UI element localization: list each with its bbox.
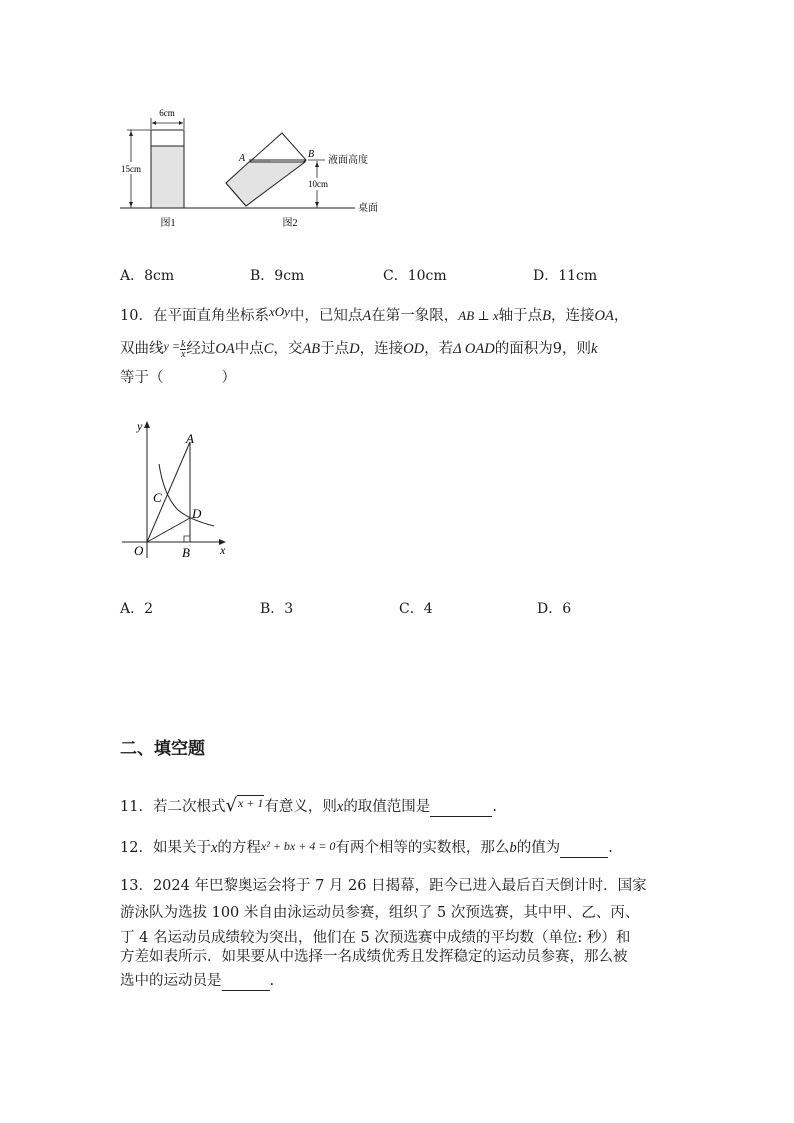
- q13-line-1: [120, 876, 647, 896]
- q13-line-5: [120, 971, 274, 991]
- q10-text: 于点: [320, 341, 350, 357]
- fraction-numerator: k: [180, 338, 186, 350]
- q10-text: ，若: [424, 341, 454, 357]
- hyperbola-curve: [159, 464, 214, 526]
- table-label: 桌面: [358, 203, 378, 214]
- q11-text: .: [492, 799, 497, 815]
- section-heading: 二、填空题: [120, 739, 205, 759]
- x-symbol: x: [336, 799, 344, 815]
- question-number: 11．: [120, 799, 153, 815]
- point-a-symbol: A: [362, 308, 372, 324]
- q10-text: 在第一象限，: [371, 308, 459, 324]
- option-value: 6: [562, 601, 572, 617]
- option-value: 11cm: [558, 268, 598, 284]
- option-letter: A．: [120, 268, 145, 284]
- q10-text: 双曲线: [120, 341, 164, 357]
- answer-blank[interactable]: [560, 841, 608, 858]
- option-letter: D．: [533, 268, 559, 284]
- question-number: 10．: [120, 308, 153, 324]
- point-b-symbol: B: [542, 308, 551, 324]
- q10-text: 在平面直角坐标系: [152, 308, 269, 324]
- od-symbol: OD: [403, 341, 425, 357]
- q13-line-2: 游泳队为选拔 100 米自由泳运动员参赛，组织了 5 次预选赛，其中甲、乙、丙、: [120, 905, 640, 921]
- answer-blank[interactable]: [222, 974, 270, 991]
- q10-option-b[interactable]: [260, 598, 293, 618]
- answer-blank[interactable]: [430, 800, 492, 817]
- q10-figure: [118, 418, 238, 560]
- q12-text: 有两个相等的实数根，那么: [335, 840, 510, 856]
- option-letter: B．: [260, 601, 285, 617]
- area-value: 9: [552, 341, 562, 357]
- q10-text: 中点: [234, 341, 264, 357]
- q12-text: 如果关于: [152, 840, 211, 856]
- q10-option-a[interactable]: [120, 598, 153, 618]
- q10-option-d[interactable]: [537, 598, 571, 618]
- oa-symbol: OA: [215, 341, 235, 357]
- question-number: 12．: [120, 840, 153, 856]
- figure1-width-label: 6cm: [159, 108, 175, 118]
- point-a-label: A: [186, 431, 194, 446]
- q10-text: ，交: [273, 341, 303, 357]
- option-value: 9cm: [274, 268, 305, 284]
- ab-symbol: AB: [302, 341, 321, 357]
- q12-text: 的方程: [217, 840, 261, 856]
- option-value: 3: [284, 601, 294, 617]
- q10-text: 的面积为: [494, 341, 553, 357]
- container-liquid: [151, 146, 184, 208]
- liquid-level-label: 液面高度: [328, 155, 368, 166]
- ab-perp-symbol: AB ⊥ x: [458, 308, 499, 323]
- segment-od: [147, 518, 190, 542]
- q13-text: .: [269, 973, 275, 989]
- xoy-symbol: xOy: [268, 304, 290, 319]
- q9-option-b[interactable]: [250, 265, 304, 285]
- q13-text: 2024 年巴黎奥运会将于 7 月 26 日揭幕，距今已进入最后百天倒计时．国家: [152, 878, 647, 894]
- x-axis-label: x: [220, 543, 226, 557]
- q10-line-3: 等于（ ）: [120, 370, 236, 386]
- point-d-label: D: [192, 506, 202, 521]
- q13-text: 选中的运动员是: [120, 973, 222, 989]
- origin-label: O: [134, 543, 144, 558]
- option-letter: D．: [537, 601, 563, 617]
- fraction-denominator: x: [180, 348, 186, 360]
- point-c-symbol: C: [263, 341, 274, 357]
- point-a-label: A: [238, 153, 246, 164]
- y-axis-label: y: [137, 419, 143, 433]
- q10-text: 轴于点: [498, 308, 543, 324]
- q12-text: 的值为: [516, 840, 561, 856]
- q10-text: 经过: [186, 341, 216, 357]
- radicand: x + 1: [237, 796, 264, 810]
- q9-option-c[interactable]: [383, 265, 447, 285]
- figure2-caption: 图2: [282, 218, 298, 229]
- q12-line: [120, 836, 613, 858]
- option-value: 2: [144, 601, 154, 617]
- q10-text: ，连接: [551, 308, 595, 324]
- point-d-symbol: D: [349, 341, 360, 357]
- option-letter: C．: [383, 268, 408, 284]
- q10-text: ，连接: [359, 341, 404, 357]
- q12-text: .: [608, 840, 613, 856]
- point-c-label: C: [153, 490, 162, 505]
- point-b-label: B: [182, 545, 190, 560]
- q10-line-2: [120, 336, 597, 359]
- q9-option-a[interactable]: [120, 265, 174, 285]
- x-symbol: x: [210, 840, 218, 856]
- figure1-caption: 图1: [160, 218, 176, 229]
- option-letter: B．: [250, 268, 275, 284]
- q10-text: 中，已知点: [289, 308, 363, 324]
- sqrt-sign: √: [225, 795, 237, 816]
- q11-text: 的取值范围是: [343, 799, 431, 815]
- q10-line-1: [120, 302, 628, 326]
- k-symbol: k: [590, 341, 598, 357]
- q9-option-d[interactable]: [533, 265, 597, 285]
- q10-option-c[interactable]: [399, 598, 433, 618]
- q9-figure: [118, 105, 390, 235]
- option-value: 4: [423, 601, 433, 617]
- q13-line-3: 丁 4 名运动员成绩较为突出，他们在 5 次预选赛中成绩的平均数（单位: 秒）和: [120, 930, 631, 946]
- q10-text: ，: [613, 308, 629, 324]
- triangle-oad-symbol: Δ OAD: [453, 341, 495, 357]
- point-b-label: B: [307, 149, 315, 160]
- oa-symbol: OA: [594, 308, 614, 324]
- equation: x² + bx + 4 = 0: [260, 839, 336, 853]
- option-value: 8cm: [144, 268, 175, 284]
- figure2-height-label: 10cm: [308, 179, 328, 189]
- option-letter: C．: [399, 601, 424, 617]
- q10-text: ，则: [561, 341, 591, 357]
- q11-line: [120, 793, 497, 817]
- option-value: 10cm: [407, 268, 447, 284]
- q11-text: 有意义，则: [264, 799, 337, 815]
- q11-text: 若二次根式: [152, 799, 226, 815]
- option-letter: A．: [120, 601, 145, 617]
- figure1-height-label: 15cm: [121, 164, 141, 174]
- question-number: 13．: [120, 878, 153, 894]
- y-equals: y =: [163, 339, 180, 353]
- b-symbol: b: [509, 840, 517, 856]
- q13-line-4: 方差如表所示．如果要从中选择一名成绩优秀且发挥稳定的运动员参赛，那么被: [120, 949, 628, 965]
